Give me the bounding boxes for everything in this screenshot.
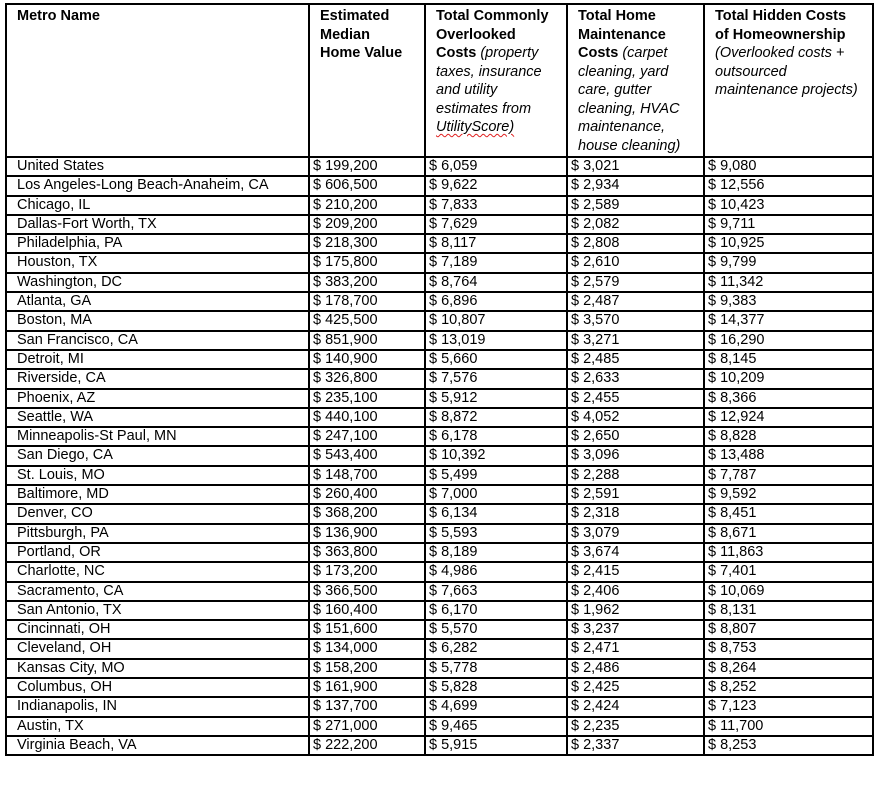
hidden-costs-cell: $ 8,145 (704, 350, 873, 369)
maintenance-costs-cell: $ 2,485 (567, 350, 704, 369)
header-metro-name (6, 4, 309, 157)
table-row (6, 292, 873, 311)
table-row (6, 543, 873, 562)
header-maintenance-costs (567, 4, 704, 157)
overlooked-costs-cell: $ 6,282 (425, 639, 567, 658)
overlooked-costs-cell: $ 4,986 (425, 562, 567, 581)
metro-name-cell: Portland, OR (6, 543, 309, 562)
median-home-value-cell: $ 440,100 (309, 408, 425, 427)
overlooked-costs-cell: $ 8,872 (425, 408, 567, 427)
overlooked-costs-cell: $ 7,629 (425, 215, 567, 234)
median-home-value-cell: $ 247,100 (309, 427, 425, 446)
header-median-home-value (309, 4, 425, 157)
maintenance-costs-cell: $ 3,674 (567, 543, 704, 562)
maintenance-costs-cell: $ 2,633 (567, 369, 704, 388)
hidden-costs-cell: $ 9,799 (704, 253, 873, 272)
overlooked-costs-cell: $ 5,828 (425, 678, 567, 697)
header-label: Metro Name (17, 8, 100, 24)
header-note: (carpet cleaning, yard care, gutter cleaning, HVAC maintenance, house cleaning) (578, 45, 681, 154)
table-row (6, 427, 873, 446)
hidden-costs-cell: $ 10,925 (704, 234, 873, 253)
hidden-costs-cell: $ 9,711 (704, 215, 873, 234)
maintenance-costs-cell: $ 2,424 (567, 697, 704, 716)
overlooked-costs-cell: $ 8,117 (425, 234, 567, 253)
table-row (6, 736, 873, 755)
median-home-value-cell: $ 383,200 (309, 273, 425, 292)
header-note: (Overlooked costs + outsourced maintenance projects) (715, 45, 858, 98)
maintenance-costs-cell: $ 2,082 (567, 215, 704, 234)
overlooked-costs-cell: $ 8,189 (425, 543, 567, 562)
maintenance-costs-cell: $ 2,455 (567, 389, 704, 408)
hidden-costs-cell: $ 10,209 (704, 369, 873, 388)
table-row (6, 466, 873, 485)
overlooked-costs-cell: $ 5,912 (425, 389, 567, 408)
overlooked-costs-cell: $ 13,019 (425, 331, 567, 350)
table-row (6, 697, 873, 716)
median-home-value-cell: $ 178,700 (309, 292, 425, 311)
hidden-costs-cell: $ 7,401 (704, 562, 873, 581)
table-row (6, 485, 873, 504)
hidden-costs-cell: $ 9,080 (704, 157, 873, 176)
overlooked-costs-cell: $ 6,170 (425, 601, 567, 620)
maintenance-costs-cell: $ 2,487 (567, 292, 704, 311)
overlooked-costs-cell: $ 7,000 (425, 485, 567, 504)
header-label: Total Hidden Costs of Homeownership (715, 8, 847, 43)
table-row (6, 446, 873, 465)
maintenance-costs-cell: $ 2,318 (567, 504, 704, 523)
table-row (6, 620, 873, 639)
maintenance-costs-cell: $ 3,021 (567, 157, 704, 176)
metro-name-cell: Indianapolis, IN (6, 697, 309, 716)
metro-name-cell: Dallas-Fort Worth, TX (6, 215, 309, 234)
table-row (6, 678, 873, 697)
metro-name-cell: Philadelphia, PA (6, 234, 309, 253)
maintenance-costs-cell: $ 2,337 (567, 736, 704, 755)
median-home-value-cell: $ 136,900 (309, 524, 425, 543)
header-row (6, 4, 873, 157)
table-row (6, 408, 873, 427)
table-body (6, 157, 873, 755)
median-home-value-cell: $ 173,200 (309, 562, 425, 581)
overlooked-costs-cell: $ 5,660 (425, 350, 567, 369)
header-label: Total Home Maintenance Costs (578, 8, 666, 61)
overlooked-costs-cell: $ 4,699 (425, 697, 567, 716)
maintenance-costs-cell: $ 2,589 (567, 196, 704, 215)
metro-name-cell: Virginia Beach, VA (6, 736, 309, 755)
hidden-costs-cell: $ 16,290 (704, 331, 873, 350)
table-row (6, 157, 873, 176)
maintenance-costs-cell: $ 2,934 (567, 176, 704, 195)
median-home-value-cell: $ 148,700 (309, 466, 425, 485)
maintenance-costs-cell: $ 1,962 (567, 601, 704, 620)
metro-name-cell: Denver, CO (6, 504, 309, 523)
median-home-value-cell: $ 160,400 (309, 601, 425, 620)
median-home-value-cell: $ 222,200 (309, 736, 425, 755)
maintenance-costs-cell: $ 3,079 (567, 524, 704, 543)
overlooked-costs-cell: $ 7,663 (425, 582, 567, 601)
median-home-value-cell: $ 851,900 (309, 331, 425, 350)
table-row (6, 350, 873, 369)
hidden-costs-cell: $ 11,342 (704, 273, 873, 292)
median-home-value-cell: $ 366,500 (309, 582, 425, 601)
maintenance-costs-cell: $ 4,052 (567, 408, 704, 427)
table-row (6, 659, 873, 678)
table-row (6, 234, 873, 253)
maintenance-costs-cell: $ 3,096 (567, 446, 704, 465)
overlooked-costs-cell: $ 7,189 (425, 253, 567, 272)
table-row (6, 582, 873, 601)
maintenance-costs-cell: $ 2,579 (567, 273, 704, 292)
table-row (6, 562, 873, 581)
hidden-costs-cell: $ 8,366 (704, 389, 873, 408)
hidden-costs-cell: $ 7,787 (704, 466, 873, 485)
overlooked-costs-cell: $ 10,807 (425, 311, 567, 330)
median-home-value-cell: $ 260,400 (309, 485, 425, 504)
header-note: (property taxes, insurance and utility estimates from (436, 45, 542, 117)
overlooked-costs-cell: $ 6,178 (425, 427, 567, 446)
metro-name-cell: San Antonio, TX (6, 601, 309, 620)
maintenance-costs-cell: $ 2,425 (567, 678, 704, 697)
median-home-value-cell: $ 210,200 (309, 196, 425, 215)
median-home-value-cell: $ 199,200 (309, 157, 425, 176)
hidden-costs-cell: $ 8,753 (704, 639, 873, 658)
overlooked-costs-cell: $ 5,593 (425, 524, 567, 543)
hidden-costs-cell: $ 11,863 (704, 543, 873, 562)
table-row (6, 601, 873, 620)
hidden-costs-cell: $ 8,252 (704, 678, 873, 697)
metro-name-cell: Houston, TX (6, 253, 309, 272)
metro-name-cell: Phoenix, AZ (6, 389, 309, 408)
table-row (6, 504, 873, 523)
table-row (6, 369, 873, 388)
hidden-costs-table (5, 3, 874, 756)
table-row (6, 331, 873, 350)
overlooked-costs-cell: $ 6,059 (425, 157, 567, 176)
table-row (6, 253, 873, 272)
spellcheck-flagged-word: UtilityScore) (436, 119, 515, 135)
overlooked-costs-cell: $ 6,896 (425, 292, 567, 311)
metro-name-cell: Cleveland, OH (6, 639, 309, 658)
median-home-value-cell: $ 235,100 (309, 389, 425, 408)
median-home-value-cell: $ 140,900 (309, 350, 425, 369)
metro-name-cell: San Diego, CA (6, 446, 309, 465)
maintenance-costs-cell: $ 2,406 (567, 582, 704, 601)
maintenance-costs-cell: $ 2,610 (567, 253, 704, 272)
hidden-costs-cell: $ 8,828 (704, 427, 873, 446)
median-home-value-cell: $ 158,200 (309, 659, 425, 678)
overlooked-costs-cell: $ 6,134 (425, 504, 567, 523)
overlooked-costs-cell: $ 7,576 (425, 369, 567, 388)
median-home-value-cell: $ 134,000 (309, 639, 425, 658)
maintenance-costs-cell: $ 2,650 (567, 427, 704, 446)
hidden-costs-cell: $ 8,451 (704, 504, 873, 523)
maintenance-costs-cell: $ 2,235 (567, 717, 704, 736)
table-row (6, 311, 873, 330)
hidden-costs-cell: $ 10,423 (704, 196, 873, 215)
metro-name-cell: Atlanta, GA (6, 292, 309, 311)
median-home-value-cell: $ 606,500 (309, 176, 425, 195)
median-home-value-cell: $ 271,000 (309, 717, 425, 736)
median-home-value-cell: $ 363,800 (309, 543, 425, 562)
metro-name-cell: St. Louis, MO (6, 466, 309, 485)
overlooked-costs-cell: $ 5,570 (425, 620, 567, 639)
maintenance-costs-cell: $ 2,486 (567, 659, 704, 678)
metro-name-cell: Austin, TX (6, 717, 309, 736)
median-home-value-cell: $ 368,200 (309, 504, 425, 523)
hidden-costs-cell: $ 12,556 (704, 176, 873, 195)
metro-name-cell: Baltimore, MD (6, 485, 309, 504)
hidden-costs-cell: $ 7,123 (704, 697, 873, 716)
maintenance-costs-cell: $ 2,591 (567, 485, 704, 504)
table-row (6, 389, 873, 408)
table-row (6, 524, 873, 543)
metro-name-cell: Minneapolis-St Paul, MN (6, 427, 309, 446)
maintenance-costs-cell: $ 2,471 (567, 639, 704, 658)
median-home-value-cell: $ 543,400 (309, 446, 425, 465)
median-home-value-cell: $ 137,700 (309, 697, 425, 716)
median-home-value-cell: $ 175,800 (309, 253, 425, 272)
metro-name-cell: Charlotte, NC (6, 562, 309, 581)
hidden-costs-cell: $ 8,253 (704, 736, 873, 755)
hidden-costs-cell: $ 14,377 (704, 311, 873, 330)
metro-name-cell: Detroit, MI (6, 350, 309, 369)
overlooked-costs-cell: $ 9,622 (425, 176, 567, 195)
median-home-value-cell: $ 425,500 (309, 311, 425, 330)
overlooked-costs-cell: $ 5,499 (425, 466, 567, 485)
table-row (6, 196, 873, 215)
hidden-costs-cell: $ 13,488 (704, 446, 873, 465)
table-row (6, 215, 873, 234)
maintenance-costs-cell: $ 2,288 (567, 466, 704, 485)
header-hidden-costs (704, 4, 873, 157)
header-overlooked-costs (425, 4, 567, 157)
metro-name-cell: Chicago, IL (6, 196, 309, 215)
metro-name-cell: Sacramento, CA (6, 582, 309, 601)
overlooked-costs-cell: $ 8,764 (425, 273, 567, 292)
metro-name-cell: United States (6, 157, 309, 176)
hidden-costs-cell: $ 12,924 (704, 408, 873, 427)
metro-name-cell: Pittsburgh, PA (6, 524, 309, 543)
hidden-costs-cell: $ 8,807 (704, 620, 873, 639)
metro-name-cell: Kansas City, MO (6, 659, 309, 678)
metro-name-cell: Seattle, WA (6, 408, 309, 427)
overlooked-costs-cell: $ 5,915 (425, 736, 567, 755)
hidden-costs-cell: $ 11,700 (704, 717, 873, 736)
hidden-costs-cell: $ 9,592 (704, 485, 873, 504)
maintenance-costs-cell: $ 2,808 (567, 234, 704, 253)
overlooked-costs-cell: $ 7,833 (425, 196, 567, 215)
metro-name-cell: Columbus, OH (6, 678, 309, 697)
table-row (6, 717, 873, 736)
overlooked-costs-cell: $ 5,778 (425, 659, 567, 678)
hidden-costs-cell: $ 10,069 (704, 582, 873, 601)
maintenance-costs-cell: $ 2,415 (567, 562, 704, 581)
hidden-costs-cell: $ 8,264 (704, 659, 873, 678)
median-home-value-cell: $ 326,800 (309, 369, 425, 388)
median-home-value-cell: $ 161,900 (309, 678, 425, 697)
header-label: Total Commonly Overlooked Costs (436, 8, 549, 61)
hidden-costs-cell: $ 8,671 (704, 524, 873, 543)
table-row (6, 639, 873, 658)
table-row (6, 273, 873, 292)
maintenance-costs-cell: $ 3,570 (567, 311, 704, 330)
hidden-costs-cell: $ 8,131 (704, 601, 873, 620)
table-row (6, 176, 873, 195)
metro-name-cell: Los Angeles-Long Beach-Anaheim, CA (6, 176, 309, 195)
overlooked-costs-cell: $ 9,465 (425, 717, 567, 736)
median-home-value-cell: $ 151,600 (309, 620, 425, 639)
metro-name-cell: Washington, DC (6, 273, 309, 292)
metro-name-cell: Riverside, CA (6, 369, 309, 388)
median-home-value-cell: $ 209,200 (309, 215, 425, 234)
metro-name-cell: Cincinnati, OH (6, 620, 309, 639)
maintenance-costs-cell: $ 3,271 (567, 331, 704, 350)
header-label: Estimated Median Home Value (320, 8, 403, 61)
metro-name-cell: San Francisco, CA (6, 331, 309, 350)
maintenance-costs-cell: $ 3,237 (567, 620, 704, 639)
metro-name-cell: Boston, MA (6, 311, 309, 330)
overlooked-costs-cell: $ 10,392 (425, 446, 567, 465)
median-home-value-cell: $ 218,300 (309, 234, 425, 253)
hidden-costs-cell: $ 9,383 (704, 292, 873, 311)
